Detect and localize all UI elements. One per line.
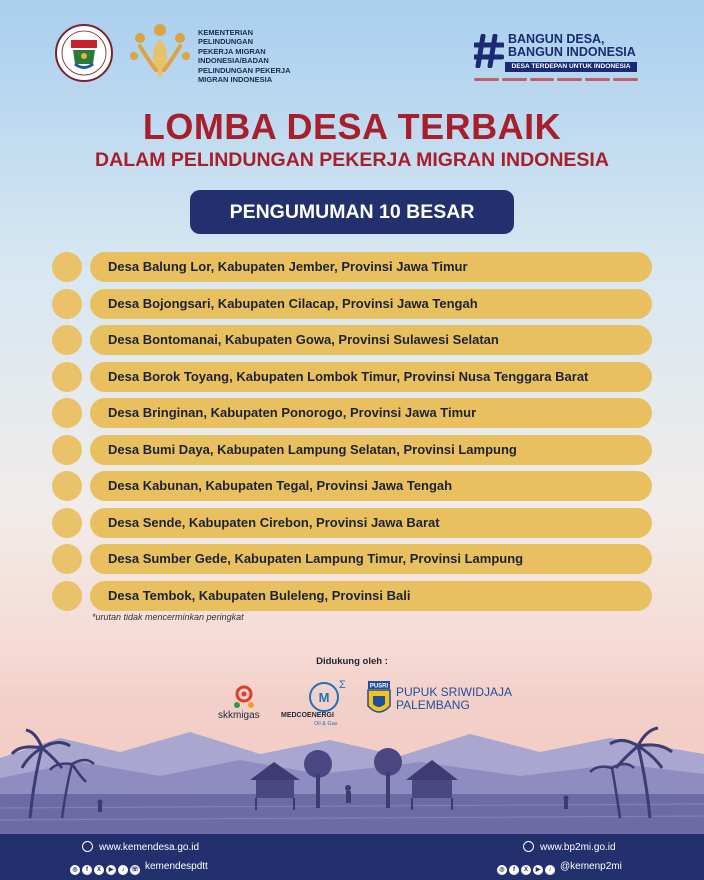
campaign-line-1: BANGUN DESA, <box>508 32 605 46</box>
footer-right-social[interactable] <box>497 861 622 875</box>
village-name: Desa Sende, Kabupaten Cirebon, Provinsi Jawa Barat <box>90 508 652 538</box>
list-item <box>52 471 652 501</box>
bullet-circle <box>52 325 82 355</box>
instagram-icon: ◎ <box>70 865 80 875</box>
list-item <box>52 289 652 319</box>
medcoenergi-name: MEDCOENERGI <box>281 712 334 719</box>
footer-left-website[interactable] <box>82 841 199 853</box>
pusri-logo-icon <box>367 680 391 718</box>
village-name: Desa Bontomanai, Kabupaten Gowa, Provinsi Sulawesi Selatan <box>90 325 652 355</box>
campaign-tagline: DESA TERDEPAN UNTUK INDONESIA <box>505 62 637 72</box>
kemendesa-handle: kemendespdtt <box>145 861 208 872</box>
bullet-circle <box>52 252 82 282</box>
bp2mi-logo-icon <box>126 20 194 82</box>
bp2mi-handle: @kemenp2mi <box>560 861 622 872</box>
list-item <box>52 508 652 538</box>
ranking-note: *urutan tidak mencerminkan peringkat <box>92 612 244 622</box>
svg-text:PUSRI: PUSRI <box>369 683 389 690</box>
footer-right-website[interactable] <box>523 841 616 853</box>
bp2mi-url: www.bp2mi.go.id <box>540 842 616 853</box>
village-name: Desa Tembok, Kabupaten Buleleng, Provinsi Bali <box>90 581 652 611</box>
ministry-name: KEMENTERIAN PELINDUNGAN PEKERJA MIGRAN INDONESIA/BADAN PELINDUNGAN PEKERJA MIGRAN INDONESIA <box>198 28 291 85</box>
social-icons <box>497 865 555 875</box>
facebook-icon: f <box>509 865 519 875</box>
village-name: Desa Bumi Daya, Kabupaten Lampung Selatan, Provinsi Lampung <box>90 435 652 465</box>
bullet-circle <box>52 398 82 428</box>
bullet-circle <box>52 435 82 465</box>
instagram-icon: ◎ <box>497 865 507 875</box>
village-name: Desa Bringinan, Kabupaten Ponorogo, Provinsi Jawa Timur <box>90 398 652 428</box>
announcement-badge: PENGUMUMAN 10 BESAR <box>190 190 514 234</box>
list-item <box>52 544 652 574</box>
facebook-icon: f <box>82 865 92 875</box>
campaign-title <box>508 33 636 58</box>
medcoenergi-logo-icon <box>306 677 346 713</box>
kemendesa-url: www.kemendesa.go.id <box>99 842 200 853</box>
tiktok-icon: ♪ <box>118 865 128 875</box>
page-title: LOMBA DESA TERBAIK <box>142 106 562 147</box>
youtube-icon: ▶ <box>533 865 543 875</box>
whatsapp-icon: ☏ <box>131 867 139 873</box>
list-item <box>52 435 652 465</box>
list-item <box>52 581 652 611</box>
tiktok-icon: ♪ <box>545 865 555 875</box>
village-name: Desa Balung Lor, Kabupaten Jember, Provinsi Jawa Timur <box>90 252 652 282</box>
sponsors-label: Didukung oleh : <box>316 656 388 667</box>
campaign-line-2: BANGUN INDONESIA <box>508 44 636 59</box>
bullet-circle <box>52 581 82 611</box>
campaign-social-strip <box>474 76 638 82</box>
medcoenergi-subtitle: Oil & Gas <box>314 721 338 727</box>
village-name: Desa Sumber Gede, Kabupaten Lampung Timur, Provinsi Lampung <box>90 544 652 574</box>
list-item <box>52 325 652 355</box>
village-name: Desa Bojongsari, Kabupaten Cilacap, Provinsi Jawa Tengah <box>90 289 652 319</box>
pusri-name: PUPUK SRIWIDJAJA PALEMBANG <box>396 685 513 712</box>
bullet-circle <box>52 544 82 574</box>
globe-icon <box>82 841 93 852</box>
list-item <box>52 252 652 282</box>
svg-text:Σ: Σ <box>339 679 346 691</box>
bullet-circle <box>52 508 82 538</box>
list-item <box>52 362 652 392</box>
list-item <box>52 398 652 428</box>
skkmigas-name: skkmigas <box>218 710 260 721</box>
village-list <box>52 252 652 617</box>
skkmigas-logo-icon <box>232 685 256 709</box>
x-icon: X <box>94 865 104 875</box>
bullet-circle <box>52 471 82 501</box>
kemendesa-logo-icon <box>55 24 113 82</box>
hashtag-icon <box>474 34 504 68</box>
footer-left-social[interactable] <box>70 861 208 875</box>
village-name: Desa Borok Toyang, Kabupaten Lombok Timur, Provinsi Nusa Tenggara Barat <box>90 362 652 392</box>
social-icons <box>70 865 140 875</box>
bullet-circle <box>52 289 82 319</box>
youtube-icon: ▶ <box>106 865 116 875</box>
svg-text:M: M <box>318 690 330 705</box>
bullet-circle <box>52 362 82 392</box>
village-name: Desa Kabunan, Kabupaten Tegal, Provinsi Jawa Tengah <box>90 471 652 501</box>
globe-icon <box>523 841 534 852</box>
page-subtitle: DALAM PELINDUNGAN PEKERJA MIGRAN INDONESIA <box>95 149 609 171</box>
village-landscape-illustration <box>0 718 704 834</box>
x-icon: X <box>521 865 531 875</box>
